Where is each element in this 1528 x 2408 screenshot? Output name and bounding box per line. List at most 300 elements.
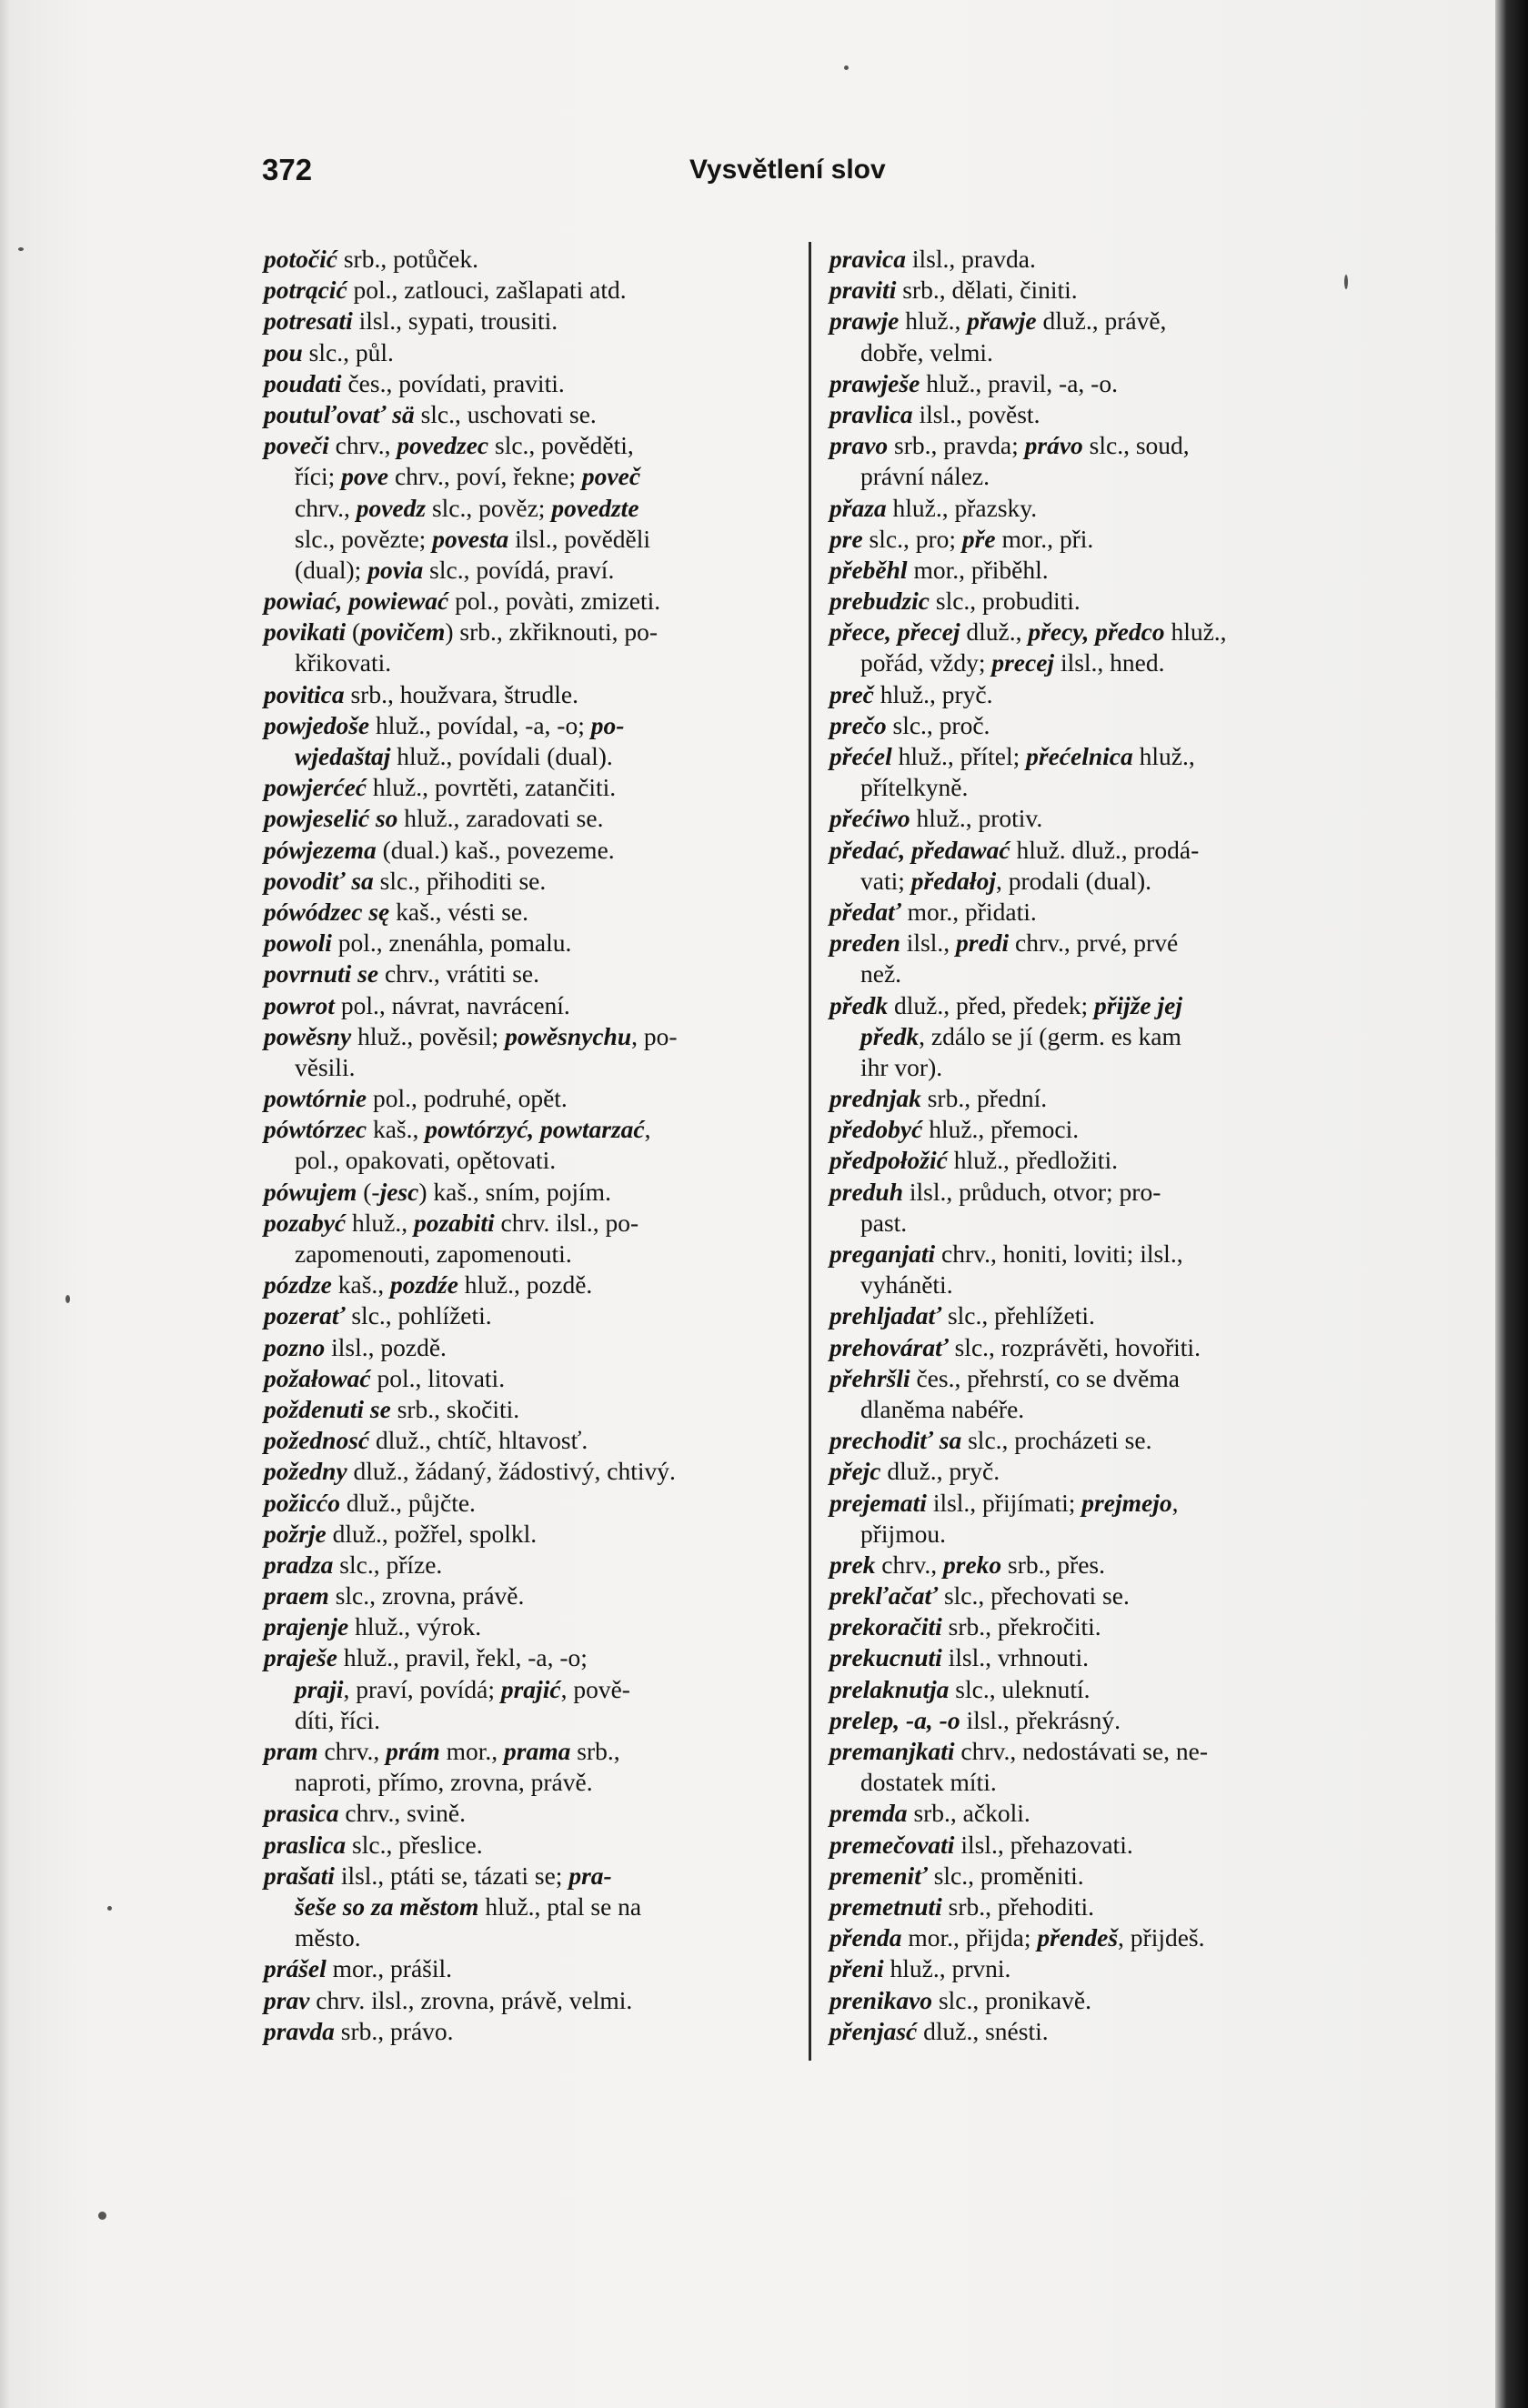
definition-text: mor., přijda;	[901, 1923, 1038, 1952]
headword: pozabyć	[264, 1208, 347, 1237]
dictionary-line	[829, 958, 1375, 989]
dictionary-line	[264, 866, 809, 897]
headword: prechodiť sa	[829, 1426, 962, 1455]
headword: potočić	[264, 245, 337, 273]
headword: praviti	[829, 276, 897, 305]
dictionary-line	[829, 928, 1375, 958]
definition-text: dluž., požřel, spolkl.	[326, 1519, 538, 1548]
dictionary-line	[264, 990, 809, 1021]
definition-text: hluž., předložiti.	[947, 1146, 1118, 1175]
headword: prekucnuti	[829, 1643, 942, 1672]
definition-text: čes., přehrstí, co se dvěma	[910, 1363, 1180, 1392]
headword: powěsny	[264, 1021, 352, 1050]
definition-text: srb., překročiti.	[941, 1612, 1101, 1641]
dictionary-line	[264, 1953, 809, 1984]
headword: powtórzyć, powtarzać	[425, 1115, 645, 1144]
dictionary-line	[264, 803, 809, 834]
definition-text: ilsl., pozdě.	[325, 1332, 447, 1361]
dictionary-line	[264, 741, 809, 772]
definition-text: pol., zatlouci, zašlapati atd.	[347, 276, 627, 305]
headword: potrącić	[264, 276, 347, 305]
dictionary-line	[829, 1736, 1375, 1767]
dictionary-line	[264, 897, 809, 928]
definition-text: ,	[644, 1115, 651, 1144]
definition-text: dluž., právě,	[1036, 306, 1167, 336]
definition-text: kaš., vésti se.	[389, 897, 529, 926]
headword: prečo	[829, 710, 887, 739]
headword: pre	[829, 524, 863, 553]
definition-text: ilsl., vrhnouti.	[941, 1643, 1089, 1672]
definition-text: , přijdeš.	[1118, 1923, 1205, 1952]
scan-speck	[98, 2212, 106, 2220]
headword: přejc	[829, 1457, 881, 1486]
headword: povičem	[360, 617, 446, 647]
headword: prekľačať	[829, 1581, 939, 1610]
dictionary-line	[264, 1767, 809, 1798]
dictionary-line	[264, 1550, 809, 1580]
headword: predi	[956, 928, 1010, 958]
dictionary-line	[829, 617, 1375, 647]
definition-text: hluž., povrtěti, zatančiti.	[367, 773, 617, 802]
headword: prawješe	[829, 368, 920, 397]
headword: požednosć	[264, 1426, 370, 1455]
dictionary-line	[264, 835, 809, 866]
definition-text: slc., pověděti,	[488, 431, 634, 460]
headword: preduh	[829, 1177, 903, 1206]
definition-text: ilsl.,	[900, 928, 957, 958]
definition-text: slc., povězte;	[295, 524, 433, 553]
definition-text: chrv., poví, řekne;	[388, 462, 582, 491]
dictionary-line	[264, 1642, 809, 1673]
headword: šeše so	[295, 1891, 366, 1921]
dictionary-line	[264, 1519, 809, 1550]
definition-text: věsili.	[295, 1052, 356, 1081]
headword: požrje	[264, 1519, 327, 1548]
definition-text: hluž.,	[899, 306, 968, 336]
definition-text: hluž., přemoci.	[922, 1115, 1080, 1144]
definition-text: srb.,	[570, 1737, 620, 1765]
definition-text: srb., právo.	[334, 2016, 454, 2045]
headword: povesta	[432, 524, 509, 553]
dictionary-line	[264, 1332, 809, 1363]
headword: pove	[341, 462, 389, 491]
dictionary-line	[264, 1891, 809, 1922]
dictionary-line	[264, 1177, 809, 1208]
definition-text: slc., pronikavě.	[932, 1985, 1091, 2014]
definition-text: slc., rozprávěti, hovořiti.	[948, 1332, 1201, 1361]
headword: pówujem	[264, 1177, 357, 1206]
dictionary-line	[829, 1332, 1375, 1363]
headword: přijže jej	[1093, 990, 1182, 1019]
definition-text: hluž., pryč.	[873, 679, 993, 708]
headword: přenda	[829, 1923, 902, 1952]
dictionary-line	[829, 430, 1375, 461]
headword: předk	[829, 990, 889, 1019]
dictionary-line	[264, 1861, 809, 1891]
definition-text: (-	[357, 1177, 380, 1206]
dictionary-line	[264, 524, 809, 555]
dictionary-line	[829, 741, 1375, 772]
headword: prelaknutja	[829, 1674, 950, 1703]
definition-text: slc., uleknutí.	[949, 1674, 1091, 1703]
definition-text: vyháněti.	[860, 1270, 953, 1299]
headword: pówtórzec	[264, 1115, 367, 1144]
dictionary-line	[264, 647, 809, 678]
definition-text: chrv., nedostávati se, ne-	[954, 1737, 1208, 1765]
definition-text: dostatek míti.	[860, 1768, 997, 1797]
definition-text: slc., proč.	[886, 710, 990, 739]
dictionary-line	[264, 1674, 809, 1705]
definition-text: dluž., chtíč, hltavosť.	[369, 1426, 588, 1455]
definition-text: slc., přihoditi se.	[373, 866, 547, 895]
headword: přećel	[829, 742, 892, 770]
definition-text: hluž., pravil, -a, -o.	[920, 368, 1118, 397]
dictionary-line	[264, 1830, 809, 1861]
dictionary-line	[829, 710, 1375, 741]
headword: praji	[295, 1674, 344, 1703]
dictionary-line	[829, 1861, 1375, 1891]
dictionary-line	[264, 306, 809, 336]
dictionary-line	[264, 710, 809, 741]
headword: přece, přecej	[829, 617, 960, 647]
dictionary-line	[264, 1208, 809, 1239]
definition-text: ) kaš., sním, pojím.	[418, 1177, 611, 1206]
dictionary-line	[264, 1580, 809, 1611]
dictionary-line	[829, 1456, 1375, 1487]
definition-text: (dual.) kaš., povezeme.	[376, 835, 615, 864]
headword: premanjkati	[829, 1737, 955, 1765]
definition-text: slc., přehlížeti.	[941, 1301, 1095, 1330]
definition-text: zapomenouti, zapomenouti.	[295, 1239, 572, 1268]
dictionary-line	[829, 1519, 1375, 1550]
headword: pówódzec sę	[264, 897, 390, 926]
headword: předať	[829, 897, 901, 926]
headword: přeběhl	[829, 555, 908, 584]
definition-text: srb., přehoditi.	[941, 1891, 1095, 1921]
dictionary-line	[264, 2016, 809, 2047]
definition-text: (	[346, 617, 361, 647]
dictionary-line	[829, 1300, 1375, 1331]
definition-text: ilsl., sypati, trousiti.	[352, 306, 558, 336]
dictionary-line	[829, 803, 1375, 834]
dictionary-line	[829, 772, 1375, 803]
headword: přećelnica	[1026, 742, 1133, 770]
definition-text: srb., přední.	[920, 1084, 1048, 1113]
definition-text: ilsl., ptáti se, tázati se;	[334, 1861, 569, 1890]
definition-text: chrv., prvé, prvé	[1009, 928, 1179, 958]
definition-text: město.	[295, 1923, 361, 1952]
definition-text: dluž., snésti.	[917, 2016, 1049, 2045]
headword: prajenje	[264, 1612, 349, 1641]
headword: pozno	[264, 1332, 326, 1361]
dictionary-line	[829, 1083, 1375, 1114]
dictionary-line	[829, 1363, 1375, 1394]
definition-text: slc., půl.	[302, 337, 394, 366]
dictionary-line	[829, 1488, 1375, 1519]
dictionary-line	[264, 1114, 809, 1145]
definition-text: dluž.,	[960, 617, 1029, 647]
headword: povedzte	[551, 493, 639, 522]
definition-text: mor., při.	[995, 524, 1094, 553]
headword: preden	[829, 928, 900, 958]
dictionary-line	[829, 399, 1375, 430]
dictionary-line	[264, 555, 809, 586]
dictionary-line	[264, 461, 809, 492]
headword: prehljadať	[829, 1301, 942, 1330]
headword: powjeselić so	[264, 804, 398, 833]
definition-text: hluž., přítel;	[891, 742, 1027, 770]
definition-text: hluž. dluž., prodá-	[1010, 835, 1200, 864]
definition-text: hluž., povídali (dual).	[390, 742, 613, 770]
dictionary-line	[264, 430, 809, 461]
dictionary-line	[829, 1394, 1375, 1425]
headword: premečovati	[829, 1830, 955, 1859]
headword: prednjak	[829, 1084, 921, 1113]
dictionary-line	[264, 1705, 809, 1736]
dictionary-line	[264, 1425, 809, 1456]
headword: povedzec	[397, 431, 489, 460]
dictionary-line	[264, 1269, 809, 1300]
headword: pram	[264, 1737, 318, 1765]
headword: pozdźe	[390, 1270, 458, 1299]
definition-text: chrv., honiti, loviti; ilsl.,	[935, 1239, 1183, 1268]
headword: pozabiti	[413, 1208, 495, 1237]
dictionary-line	[829, 1114, 1375, 1145]
headword: powjerćeć	[264, 773, 367, 802]
definition-text: chrv. ilsl., zrovna, právě, velmi.	[309, 1985, 633, 2014]
headword: poutuľovať sä	[264, 399, 415, 428]
definition-text: slc., zrovna, právě.	[328, 1581, 525, 1610]
definition-text: ilsl., průduch, otvor; pro-	[903, 1177, 1161, 1206]
headword: přećiwo	[829, 804, 910, 833]
definition-text: , prodali (dual).	[995, 866, 1152, 895]
headword: po-	[590, 710, 625, 739]
dictionary-line	[264, 1052, 809, 1083]
dictionary-line	[829, 306, 1375, 336]
dictionary-line	[829, 337, 1375, 368]
headword: předałoj	[910, 866, 996, 895]
definition-text: hluž., protiv.	[910, 804, 1043, 833]
definition-text: hluž.,	[346, 1208, 414, 1237]
headword: předpołožić	[829, 1146, 948, 1175]
headword: precej	[991, 648, 1055, 677]
headword: za městom	[371, 1891, 479, 1921]
definition-text: ilsl., přehazovati.	[954, 1830, 1133, 1859]
headword: poudati	[264, 368, 342, 397]
headword: prama	[504, 1737, 571, 1765]
definition-text: mor.,	[439, 1737, 505, 1765]
dictionary-line	[264, 1300, 809, 1331]
scan-speck	[1344, 275, 1348, 289]
dictionary-line	[829, 1767, 1375, 1798]
headword: přeni	[829, 1954, 884, 1983]
definition-text: dluž., pryč.	[880, 1457, 1000, 1486]
headword: prejemati	[829, 1488, 927, 1517]
headword: prehovárať	[829, 1332, 949, 1361]
definition-text: mor., přidati.	[900, 897, 1037, 926]
dictionary-line	[264, 772, 809, 803]
headword: přenjasć	[829, 2016, 918, 2045]
dictionary-line	[264, 1985, 809, 2016]
headword: požedny	[264, 1457, 347, 1486]
headword: pou	[264, 337, 303, 366]
headword: powiać, powiewać	[264, 587, 449, 616]
dictionary-line	[829, 555, 1375, 586]
definition-text: pol., návrat, navrácení.	[334, 990, 570, 1019]
headword: pradza	[264, 1550, 334, 1579]
dictionary-line	[829, 647, 1375, 678]
definition-text: slc., povídá, praví.	[423, 555, 615, 584]
definition-text: slc., pro;	[862, 524, 962, 553]
dictionary-line	[264, 1083, 809, 1114]
dictionary-line	[264, 1456, 809, 1487]
headword: prášel	[264, 1954, 327, 1983]
definition-text: slc., přeslice.	[346, 1830, 483, 1859]
definition-text: srb., pravda;	[888, 431, 1025, 460]
headword: předać, předawać	[829, 835, 1010, 864]
definition-text: dobře, velmi.	[860, 337, 993, 366]
dictionary-line	[829, 1021, 1375, 1052]
headword: předk	[860, 1021, 920, 1050]
definition-text: právní nález.	[860, 462, 990, 491]
headword: požicćo	[264, 1488, 341, 1517]
definition-text: ilsl., překrásný.	[960, 1705, 1121, 1734]
dictionary-line	[829, 244, 1375, 275]
definition-text: slc., pověz;	[426, 493, 552, 522]
headword: premda	[829, 1799, 908, 1828]
definition-text: chrv. ilsl., po-	[494, 1208, 639, 1237]
headword: praem	[264, 1581, 329, 1610]
definition-text: přijmou.	[860, 1519, 946, 1548]
definition-text: slc., přechovati se.	[938, 1581, 1130, 1610]
headword: prelep, -a, -o	[829, 1705, 960, 1734]
definition-text: díti, říci.	[295, 1705, 380, 1734]
headword: pozerať	[264, 1301, 346, 1330]
definition-text: , pově-	[560, 1674, 630, 1703]
definition-text: slc., pohlížeti.	[345, 1301, 492, 1330]
headword: pravica	[829, 245, 907, 273]
headword: praslica	[264, 1830, 347, 1859]
dictionary-line	[264, 399, 809, 430]
definition-text: chrv., vrátiti se.	[378, 959, 539, 988]
definition-text: , zdálo se jí (germ. es kam	[919, 1021, 1181, 1050]
headword: přecy, předco	[1028, 617, 1165, 647]
headword: powtórnie	[264, 1084, 367, 1113]
scan-dark-edge	[1495, 0, 1528, 2408]
headword: prawje	[829, 306, 900, 336]
dictionary-line	[829, 586, 1375, 617]
dictionary-line	[264, 244, 809, 275]
definition-text: dluž., žádaný, žádostivý, chtivý.	[347, 1457, 676, 1486]
dictionary-line	[264, 958, 809, 989]
dictionary-line	[264, 1239, 809, 1269]
definition-text: chrv.,	[328, 431, 397, 460]
headword: poveči	[264, 431, 329, 460]
definition-text: vati;	[860, 866, 911, 895]
definition-text: slc., procházeti se.	[961, 1426, 1152, 1455]
dictionary-line	[264, 928, 809, 958]
scan-speck	[107, 1906, 112, 1911]
definition-text: hluž., pozdě.	[457, 1270, 593, 1299]
definition-text: než.	[860, 959, 902, 988]
dictionary-line	[264, 1611, 809, 1642]
definition-text: chrv.,	[875, 1550, 943, 1579]
headword: pra-	[568, 1861, 612, 1890]
headword: preganjati	[829, 1239, 936, 1268]
dictionary-line	[829, 1208, 1375, 1239]
dictionary-line	[829, 990, 1375, 1021]
definition-text: mor., prášil.	[326, 1954, 453, 1983]
dictionary-line	[264, 1736, 809, 1767]
dictionary-line	[829, 1269, 1375, 1300]
headword: prejmejo	[1081, 1488, 1172, 1517]
headword: jesc	[379, 1177, 419, 1206]
left-column	[264, 244, 809, 2047]
definition-text: pol., znenáhla, pomalu.	[331, 928, 572, 958]
definition-text: ilsl., pověděli	[508, 524, 651, 553]
definition-text: hluž., pravil, řekl, -a, -o;	[337, 1643, 588, 1672]
headword: prasica	[264, 1799, 339, 1828]
dictionary-line	[829, 1145, 1375, 1176]
definition-text: srb., přes.	[1001, 1550, 1105, 1579]
definition-text	[365, 1892, 371, 1921]
definition-text: slc., soud,	[1082, 431, 1190, 460]
dictionary-line	[829, 679, 1375, 710]
dictionary-line	[264, 617, 809, 647]
definition-text: srb., ačkoli.	[907, 1799, 1030, 1828]
definition-text: hluž., přazsky.	[886, 493, 1038, 522]
headword: povitica	[264, 679, 345, 708]
definition-text: ilsl., pravda.	[906, 245, 1036, 273]
definition-text: srb., dělati, činiti.	[896, 276, 1078, 305]
headword: pówjezema	[264, 835, 377, 864]
headword: wjedaštaj	[295, 742, 391, 770]
headword: potresati	[264, 306, 353, 336]
dictionary-line	[264, 1145, 809, 1176]
dictionary-line	[264, 1798, 809, 1829]
headword: právo	[1024, 431, 1083, 460]
definition-text: (dual);	[295, 555, 368, 584]
definition-text: kaš.,	[331, 1270, 391, 1299]
definition-text: hluž.,	[1164, 617, 1227, 647]
headword: přendeš	[1037, 1923, 1119, 1952]
definition-text: srb., houžvara, štrudle.	[344, 679, 578, 708]
definition-text: pol., opakovati, opětovati.	[295, 1146, 557, 1175]
headword: poždenuti se	[264, 1394, 391, 1423]
dictionary-line	[829, 1830, 1375, 1861]
dictionary-line	[829, 1985, 1375, 2016]
definition-text: slc., příze.	[333, 1550, 443, 1579]
headword: povia	[367, 555, 424, 584]
headword: povodiť sa	[264, 866, 374, 895]
running-title: Vysvětlení slov	[689, 155, 886, 185]
column-rule	[809, 242, 811, 2061]
dictionary-line	[264, 1363, 809, 1394]
headword: pravo	[829, 431, 889, 460]
scan-speck	[65, 1295, 70, 1303]
headword: prám	[386, 1737, 440, 1765]
dictionary-line	[264, 493, 809, 524]
definition-text: hluž., prvni.	[883, 1954, 1011, 1983]
dictionary-line	[264, 275, 809, 306]
definition-text: dluž., půjčte.	[340, 1488, 476, 1517]
dictionary-line	[829, 1177, 1375, 1208]
definition-text: dlaněma nabéře.	[860, 1394, 1025, 1423]
headword: premetnuti	[829, 1891, 942, 1921]
definition-text: srb., skočiti.	[390, 1394, 520, 1423]
headword: přehršli	[829, 1363, 910, 1392]
headword: prebudzic	[829, 587, 930, 616]
